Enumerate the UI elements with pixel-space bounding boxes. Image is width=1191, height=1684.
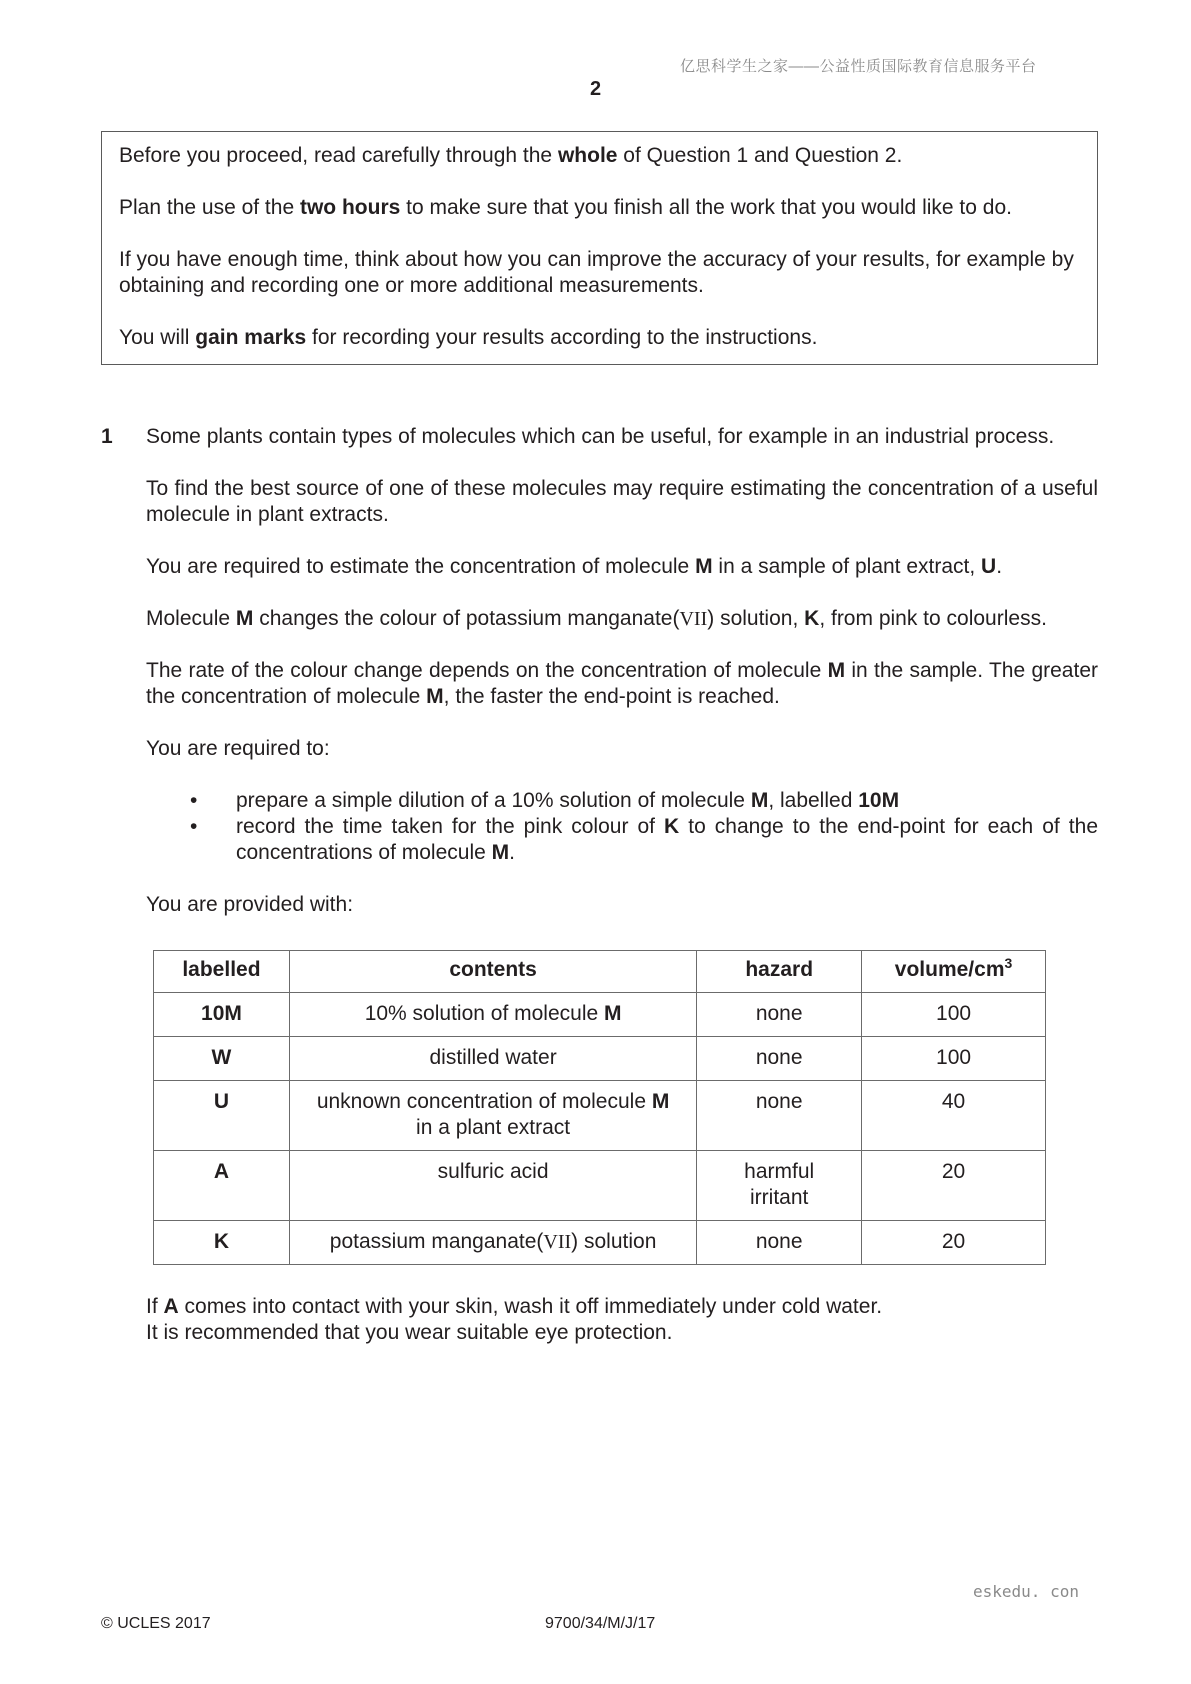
cell-contents: sulfuric acid [289,1151,696,1221]
watermark-header: 亿思科学生之家——公益性质国际教育信息服务平台 [680,58,1037,75]
question-body [146,424,1098,944]
question-paragraph-3: You are required to estimate the concentration of molecule M in a sample of plant extract, U. [146,555,1003,578]
cell-hazard: harmful irritant [697,1151,862,1221]
safety-notice [146,1294,1098,1346]
task-list [146,788,1098,866]
question-paragraph-2: To find the best source of one of these molecules may require estimating the concentration of a useful molecule in plant extracts. [146,477,1098,526]
cell-contents: 10% solution of molecule M [289,993,696,1037]
cell-volume: 100 [862,1037,1046,1081]
column-header-volume: volume/$cm^3$ [862,951,1046,993]
cell-hazard: none [697,1221,862,1265]
instruction-2: Plan the use of the two hours to make sure that you finish all the work that you would like to do. [119,196,1012,219]
copyright: © UCLES 2017 [101,1615,211,1632]
cell-hazard: none [697,993,862,1037]
cell-volume: 20 [862,1221,1046,1265]
column-header-contents: contents [289,951,696,993]
question-number: 1 [101,425,113,448]
list-item: • prepare a simple dilution of a 10% solution of molecule M, labelled 10M [190,789,900,812]
cell-contents: unknown concentration of molecule M in a plant extract [289,1081,696,1151]
cell-hazard: none [697,1081,862,1151]
cell-contents: potassium manganate(VII) solution [289,1221,696,1265]
cell-label: A [154,1151,290,1221]
cell-volume: 40 [862,1081,1046,1151]
cell-contents: distilled water [289,1037,696,1081]
bullet-icon: • [190,815,198,838]
cell-volume: 100 [862,993,1046,1037]
table-row [154,1221,1046,1265]
materials-table [153,950,1046,1265]
table-row [154,1037,1046,1081]
safety-line-2: It is recommended that you wear suitable eye protection. [146,1321,673,1344]
column-header-hazard: hazard [697,951,862,993]
bullet-icon: • [190,789,198,812]
list-item: • record the time taken for the pink colour of K to change to the end-point for each of the concentrations of molecule M. [190,815,1098,864]
table-row [154,1081,1046,1151]
table-row [154,1151,1046,1221]
watermark-footer: eskedu. con [973,1582,1079,1601]
column-header-labelled: labelled [154,951,290,993]
question-paragraph-6: You are required to: [146,737,330,760]
page-number: 2 [589,78,602,100]
table-header-row [154,951,1046,993]
cell-volume: 20 [862,1151,1046,1221]
instruction-3: If you have enough time, think about how you can improve the accuracy of your results, for example by obtaining and recording one or more additional measurements. [119,248,1074,297]
cell-hazard: none [697,1037,862,1081]
cell-label: W [154,1037,290,1081]
paper-code: 9700/34/M/J/17 [545,1615,656,1632]
instruction-1: Before you proceed, read carefully through the whole of Question 1 and Question 2. [119,144,903,167]
instruction-4: You will gain marks for recording your results according to the instructions. [119,326,818,349]
question-paragraph-5: The rate of the colour change depends on the concentration of molecule M in the sample. The greater the concentration of molecule M, the faster the end-point is reached. [146,659,1098,708]
safety-line-1: If A comes into contact with your skin, wash it off immediately under cold water. [146,1295,883,1318]
cell-label: U [154,1081,290,1151]
question-paragraph-4: Molecule M changes the colour of potassium manganate(VII) solution, K, from pink to colourless. [146,607,1047,630]
question-paragraph-7: You are provided with: [146,893,354,916]
question-paragraph-1: Some plants contain types of molecules which can be useful, for example in an industrial process. [146,425,1055,448]
instructions-box [101,131,1098,365]
cell-label: 10M [154,993,290,1037]
cell-label: K [154,1221,290,1265]
table-row [154,993,1046,1037]
